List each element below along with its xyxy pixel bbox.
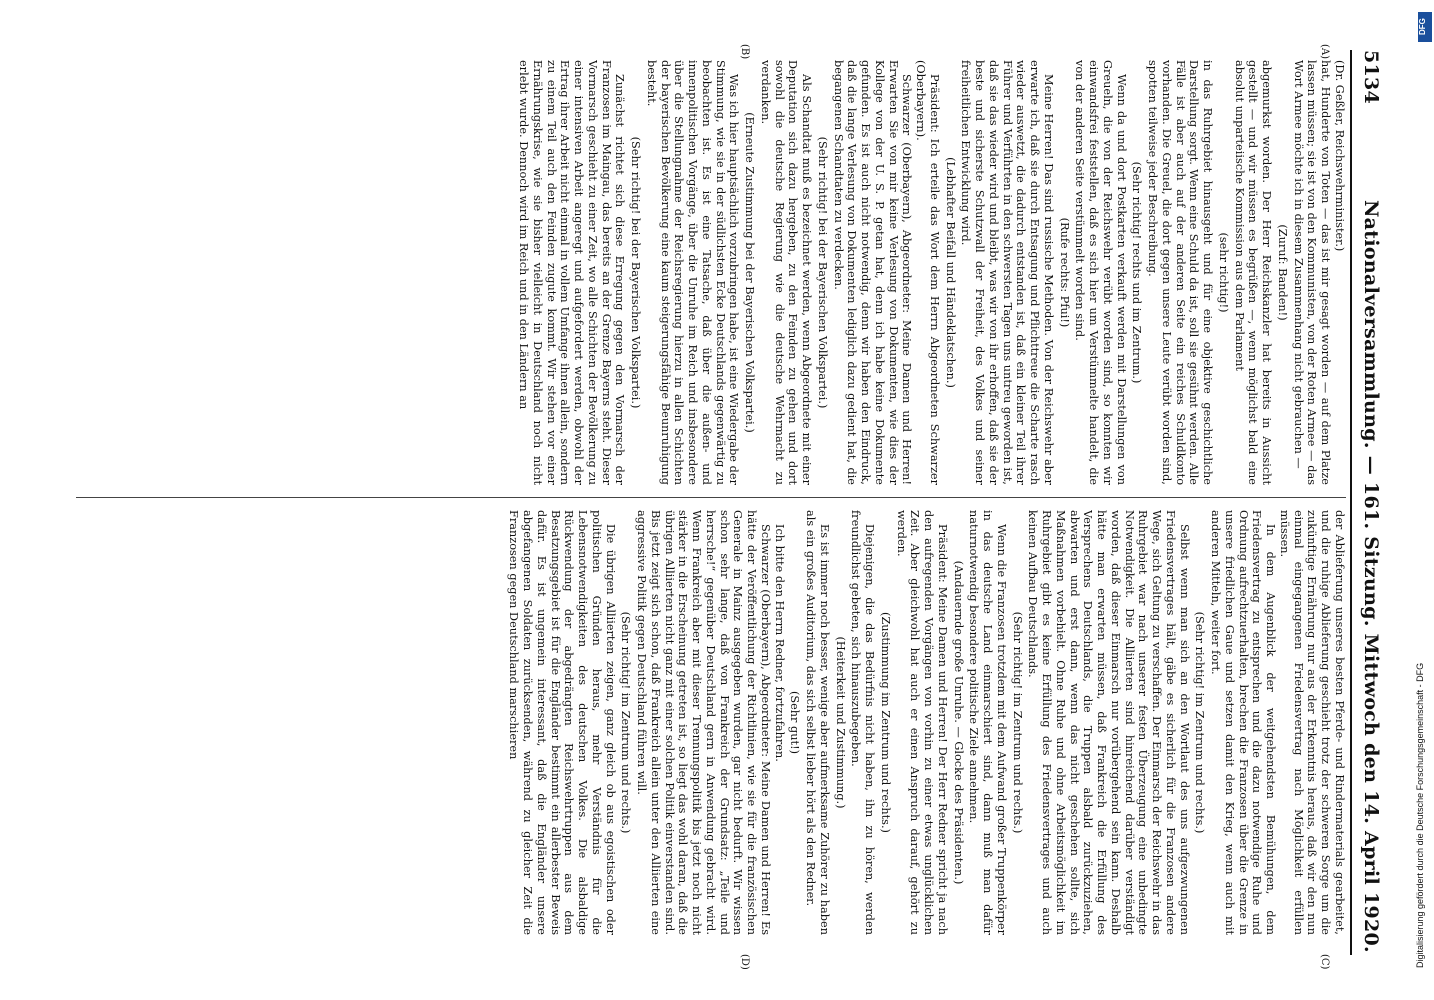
interjection: (Lebhafter Beifall und Händeklatschen.): [943, 157, 957, 388]
dfg-logo: DFG: [1418, 12, 1432, 42]
paragraph: Wenn die Franzosen trotzdem mit dem Aufwand großer Truppenkörper in das deutsche Land einmarschiert sind, dann muß man dafür naturnotwendig besondere politische Ziele annehmen.: [967, 510, 1008, 935]
paragraph: Diejenigen, die das Bedürfnis nicht haben, ihn zu hören, werden freundlichst gebeten, sich hinauszubegeben.: [849, 510, 877, 935]
paragraph: Selbst wenn man sich an den Wortlaut des uns aufgezwungenen Friedensvertrages hält, gäbe es sicherlich für die Franzosen andere Wege, sich Geltung zu verschaffen. Der Einmarsch der Reichswehr in das Ruhrgebiet war nach unserer festen Überzeugung eine unbedingte Notwendigkeit. Die Alliierten sind hinreichend darüber verständigt worden, daß dieser Einmarsch nur vorübergehend sein kann. Deshalb hätte man erwarten müssen, daß Frankreich die Erfüllung des Versprechens Deutschlands, die Truppen alsbald zurückzuziehen, abwarten und erst dann, wenn das nicht geschehen sollte, sich Maßnahmen vorbehielt. Ohne Ruhe und ohne Arbeitsmöglichkeit im Ruhrgebiet gibt es keine Erfüllung des Friedensvertrages und auch keinen Aufbau Deutschlands.: [1026, 510, 1191, 935]
interjection: (Sehr richtig! rechts und im Zentrum.): [1130, 161, 1144, 384]
interjection: (Sehr richtig! bei der Bayerischen Volkspartei.): [816, 136, 829, 409]
interjection: (Sehr richtig! im Zentrum und rechts.): [1010, 611, 1024, 834]
paragraph: Präsident: Ich erteile das Wort dem Herrn Abgeordneten Schwarzer (Oberbayern).: [914, 60, 941, 485]
interjection: (Zustimmung im Zentrum und rechts.): [879, 612, 892, 833]
paragraph: in das Ruhrgebiet hinausgeht und für eine objektive geschichtliche Darstellung sorgt. Wenn eine Schuld da ist, soll sie gesühnt werden. Alle Fälle ist aber auch auf der anderen Seite ein reiches Schuldkonto vorhanden. Die Greuel, die dort gegen unsere Leute verübt worden sind, spotten teilweise jeder Beschreibung.: [1146, 60, 1215, 485]
paragraph: Zunächst richtet sich diese Erregung gegen den Vormarsch der Franzosen im Maingau, das bereits an der Grenze Bayerns steht. Dieser Vormarsch geschieht zu einer Zeit, wo alle Schichten der Bevölkerung zu einer intensiven Arbeit angeregt und aufgefordert werden, obwohl der Ertrag ihrer Arbeit nicht einmal in vollem Umfange ihnen allein, sondern zu einem Teil auch den Feinden zugute kommt. Wir stehen vor einer Ernährungskrise, wie sie bisher vielleicht in Deutschland noch nicht erlebt wurde. Dennoch wird im Reich und in den Ländern an: [517, 60, 627, 485]
margin-mark-a: (A): [1319, 44, 1330, 60]
paragraph: Die übrigen Alliierten zeigen, ganz gleich ob aus egoistischen oder politischen Gründen heraus, mehr Verständnis für die Lebensnotwendigkeiten des deutschen Volkes. Die alsbaldige Rückwendung der abgedrängten Reichswehrtruppen aus dem Besatzungsgebiet ist für die Engländer bestimmt ein allerbester Beweis dafür. Es ist ungemein interessant, daß die Engländer unsere abgefangenen Soldaten zurücksenden, während zu gleicher Zeit die Franzosen gegen Deutschland marschieren: [507, 510, 617, 935]
interjection: (Sehr gut!): [788, 690, 802, 755]
interjection: (Sehr richtig! bei der Bayerischen Volkspartei.): [629, 136, 643, 409]
interjection: (Erneute Zustimmung bei der Bayerischen Volkspartei.): [743, 112, 757, 433]
interjection: (Sehr richtig! im Zentrum und rechts.): [1193, 611, 1207, 834]
funding-note-text: Digitalisierung gefördert durch die Deutsche Forschungsgemeinschaft - DFG: [1415, 662, 1425, 968]
paragraph: Präsident: Meine Damen und Herren! Der Herr Redner spricht ja nach den aufregenden Vorgängen von vorhin zu einer etwas unglücklichen Zeit. Aber gleichwohl hat auch er einen Anspruch darauf, gehört zu werden.: [894, 510, 949, 935]
rotated-page: [60, 44, 1390, 970]
margin-mark-d: (D): [739, 954, 750, 970]
paragraph: Schwarzer (Oberbayern), Abgeordneter: Meine Damen und Herren! Erwarten Sie von mir keine Verlesung von Dokumenten, wie dies der Kollege von der U. S. P. getan hat, denn ich habe keine Dokumente gefunden. Es ist auch nicht notwendig, denn wir haben den Eindruck, daß die lange Verlesung von Dokumenten lediglich dazu gedient hat, die begangenen Schandtaten zu verdecken.: [831, 60, 914, 485]
paragraph: der Ablieferung unseres besten Pferde- und Rindermaterials gearbeitet, und die ruhige Ablieferung geschieht trotz der schweren Sorge um die zukünftige Ernährung nur aus der Erkenntnis heraus, daß wir den nun einmal eingegangenen Friedensvertrag nach Möglichkeit erfüllen müssen.: [1278, 510, 1346, 935]
paragraph: In dem Augenblick der weitgehendsten Bemühungen, dem Friedensvertrag zu entsprechen und die dazu notwendige Ruhe und Ordnung aufrechtzuerhalten, brechen die Franzosen über die Grenze in unsere friedlichen Gaue und setzen damit den Krieg, wenn auch mit anderen Mitteln, weiter fort.: [1209, 510, 1278, 935]
left-text-column: [66, 60, 1346, 485]
interjection: (Sehr richtig! im Zentrum und rechts.): [619, 611, 633, 834]
interjection: (sehr richtig!): [1217, 232, 1230, 313]
interjection: (Rufe rechts: Pfui!): [1057, 217, 1071, 328]
column-divider: [76, 497, 1346, 498]
paragraph: hat, Hunderte von Toten — das ist mir gesagt worden — auf dem Platze lassen müssen; sie ist von den Kommunisten, von der Roten Armee — das Wort Armee möchte ich in diesem Zusammenhang nicht gebrauchen —: [1291, 60, 1333, 485]
margin-mark-c: (C): [1319, 954, 1330, 970]
interjection: (Zuruf: Banden!): [1276, 224, 1289, 321]
funding-note: [1415, 8, 1433, 968]
right-text-column: [66, 510, 1346, 935]
interjection: (Andauernde große Unruhe. — Glocke des Präsidenten.): [951, 560, 965, 885]
paragraph: (Dr. Geßler, Reichswehrminister.): [1333, 60, 1346, 252]
page-title: Nationalversammlung. — 161. Sitzung. Mittwoch den 14. April 1920.: [1360, 200, 1382, 953]
paragraph: Schwarzer (Oberbayern), Abgeordneter: Meine Damen und Herren! Es hätte der Veröffentlichung der Richtlinien, wie sie für die französischen Generale in Mainz ausgegeben wurden, gar nicht bedurft. Wir wissen schon sehr lange, daß von Frankreich der Grundsatz: „Teile und herrsche!“ gegenüber Deutschland gern in Anwendung gebracht wird. Wenn Frankreich aber mit dieser Trennungspolitik bis jetzt noch nicht stärker in die Erscheinung getreten ist, so liegt das wohl daran, daß die übrigen Alliierten nicht ganz mit einer solchen Politik einverstanden sind. Bis jetzt zeigt sich schon, daß Frankreich allein unter den Alliierten eine aggressive Politik gegen Deutschland führen will.: [635, 510, 772, 935]
interjection: (Heiterkeit und Zustimmung.): [833, 636, 847, 809]
margin-mark-b: (B): [739, 44, 750, 60]
page-number: 5134: [1360, 50, 1382, 105]
paragraph: Als Schandtat muß es bezeichnet werden, wenn Abgeordnete mit einer Deputation sich dazu hergeben, zu den Feinden zu gehen und dort sowohl die deutsche Regierung wie die deutsche Wehrmacht zu verdanken.: [759, 60, 814, 485]
paragraph: abgemurkst worden. Der Herr Reichskanzler hat bereits in Aussicht gestellt — und wir müssen es begrüßen —, wenn möglichst bald eine absolut unparteiische Kommission aus dem Parlament: [1232, 60, 1274, 485]
paragraph: Wenn da und dort Postkarten verkauft werden mit Darstellungen von Greueln, die von der Reichswehr verübt worden sind, so konnten wir einwandsfrei feststellen, daß es sich hier um Verstümmelte handelt, die von der anderen Seite verstümmelt worden sind.: [1073, 60, 1128, 485]
paragraph: Ich bitte den Herrn Redner, fortzufahren.: [772, 524, 786, 762]
page-header: [1350, 50, 1390, 955]
paragraph: Es ist immer noch besser, wenige aber aufmerksame Zuhörer zu haben als ein großes Auditorium, das sich selbst lieber hört als den Redner.: [804, 510, 831, 935]
paragraph: Was ich hier hauptsächlich vorzubringen habe, ist eine Wiedergabe der Stimmung, wie sie in der südlichsten Ecke Deutschlands gegenwärtig zu beobachten ist. Es ist eine Tatsache, daß über die außen- und innenpolitischen Vorgänge, über die Unruhe im Reich und insbesondere über die Stellungnahme der Reichsregierung hierzu in allen Schichten der bayerischen Bevölkerung eine kaum steigerungsfähige Beunruhigung besteht.: [645, 60, 741, 485]
paragraph: Meine Herren! Das sind russische Methoden. Von der Reichswehr aber erwarte ich, daß sie durch Entsagung und Pflichttreue die Scharte rasch wieder auswetzt, die dadurch entstanden ist, daß ein kleiner Teil ihrer Führer und Verführten in den schwersten Tagen uns untreu geworden ist, daß sie das wieder wird und bleibt, was wir von ihr erhoffen, daß sie der beste und sicherste Schutzwall der Freiheit, des Volkes und seiner freiheitlichen Entwicklung wird.: [959, 60, 1055, 485]
